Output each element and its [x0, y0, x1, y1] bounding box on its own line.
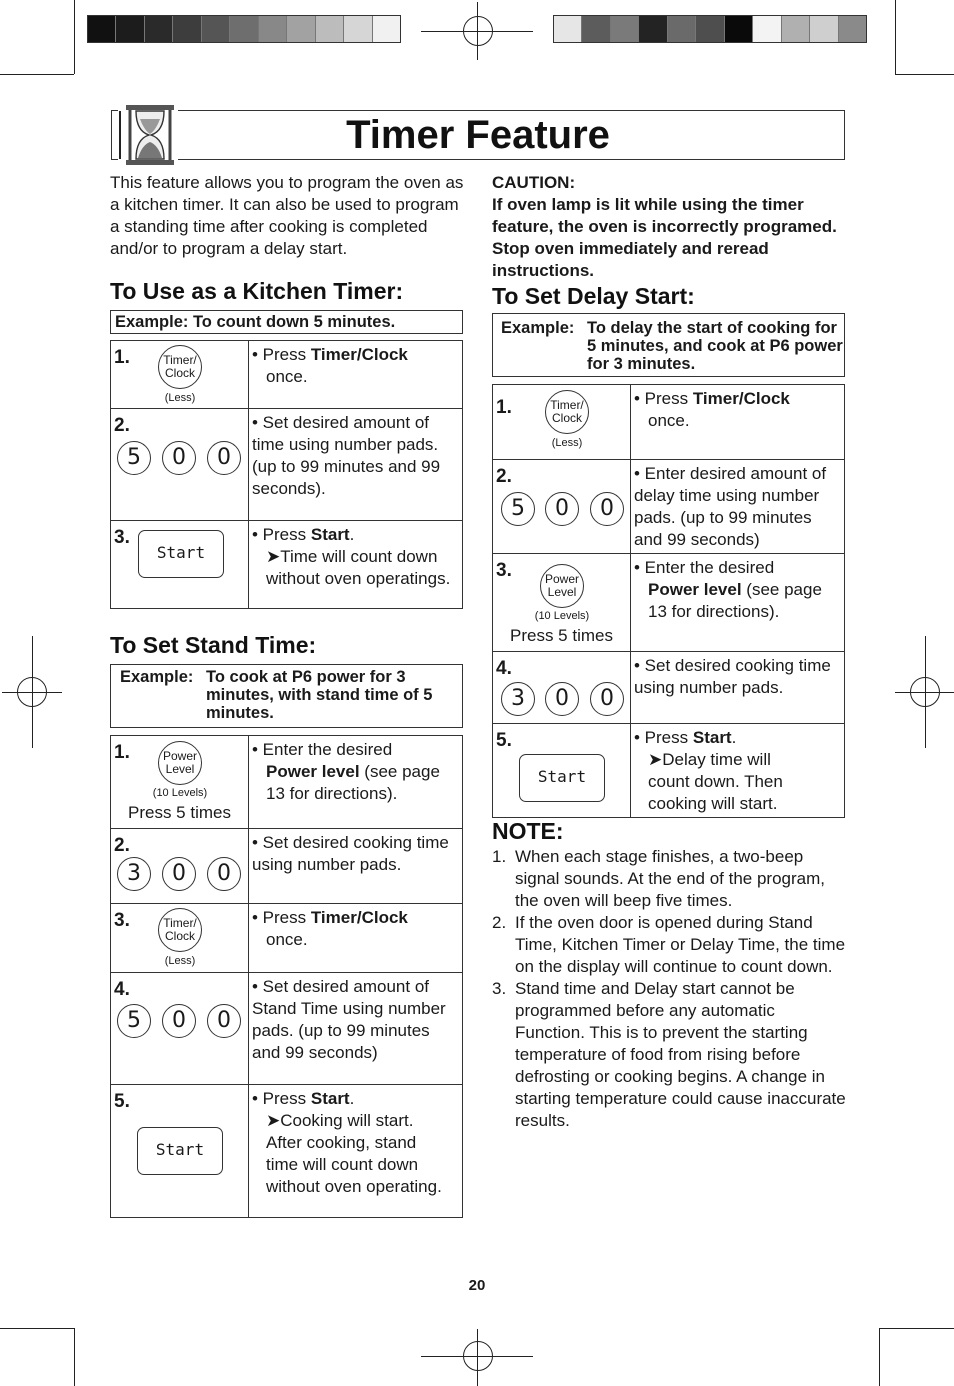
- color-swatch: [287, 16, 315, 42]
- levels-label: (10 Levels): [152, 787, 208, 799]
- number-pad-5[interactable]: 5: [117, 1004, 151, 1038]
- timer-clock-button[interactable]: Timer/ Clock: [158, 908, 202, 952]
- table-row: 2. 5 0 0 • Set desired amount of time using number pads. (up to 99 minutes and 99 seconds).: [111, 409, 463, 521]
- press-times-label: Press 5 times: [510, 626, 613, 645]
- press-times-label: Press 5 times: [128, 803, 231, 822]
- table-row: 5. Start • Press Start. ➤Delay time will count down. Then cooking will start.: [493, 724, 845, 818]
- color-swatch: [259, 16, 287, 42]
- start-button[interactable]: Start: [137, 1127, 223, 1175]
- color-bar-right: [553, 15, 867, 43]
- page-number: 20: [468, 1277, 486, 1294]
- color-swatch: [316, 16, 344, 42]
- note-list: [492, 846, 847, 1132]
- color-swatch: [173, 16, 201, 42]
- number-pad-0[interactable]: 0: [590, 682, 624, 716]
- table-row: 4. 5 0 0 • Set desired amount of Stand Time using number pads. (up to 99 minutes and 99 seconds): [111, 973, 463, 1085]
- list-item: 3. Stand time and Delay start cannot be programmed before any automatic Function. This is to prevent the starting temperature of food from rising before defrosting or cooking begins. A change in starting temperature could cause inaccurate results.: [492, 979, 846, 1130]
- number-pad-0[interactable]: 0: [162, 857, 196, 891]
- stand-time-heading: To Set Stand Time:: [110, 632, 317, 658]
- step-description: • Enter desired amount of delay time using number pads. (up to 99 minutes and 99 seconds): [631, 460, 845, 554]
- table-row: 2. 3 0 0 • Set desired cooking time using number pads.: [111, 829, 463, 904]
- step-description: • Set desired cooking time using number pads.: [631, 652, 845, 724]
- step-description: • Press Start. ➤Delay time will count down. Then cooking will start.: [631, 724, 845, 818]
- number-pad-0[interactable]: 0: [162, 441, 196, 475]
- color-swatch: [202, 16, 230, 42]
- less-label: (Less): [164, 392, 196, 404]
- less-label: (Less): [551, 437, 583, 449]
- step-description: • Press Timer/Clock once.: [249, 341, 463, 409]
- step-description: • Set desired amount of time using number pads. (up to 99 minutes and 99 seconds).: [249, 409, 463, 521]
- number-pad-0[interactable]: 0: [207, 441, 241, 475]
- color-swatch: [116, 16, 144, 42]
- stand-example: Example: To cook at P6 power for 3 minutes, with stand time of 5 minutes.: [110, 664, 463, 728]
- timer-clock-button[interactable]: Timer/ Clock: [158, 345, 202, 389]
- color-swatch: [611, 16, 639, 42]
- color-swatch: [839, 16, 866, 42]
- caution-text: If oven lamp is lit while using the timer feature, the oven is incorrectly programed. Stop oven immediately and reread instructions.: [492, 195, 837, 280]
- color-swatch: [696, 16, 724, 42]
- table-row: 2. 5 0 0 • Enter desired amount of delay time using number pads. (up to 99 minutes and 99 seconds): [493, 460, 845, 554]
- step-description: • Set desired cooking time using number pads.: [249, 829, 463, 904]
- number-pad-0[interactable]: 0: [207, 857, 241, 891]
- step-description: • Press Start. ➤Cooking will start. After cooking, stand time will count down without oven operating.: [249, 1085, 463, 1218]
- color-swatch: [373, 16, 400, 42]
- table-row: 3. Power Level (10 Levels) Press 5 times • Enter the desired Power level (see page 13 for directions).: [493, 554, 845, 652]
- number-pad-0[interactable]: 0: [545, 682, 579, 716]
- number-pad-0[interactable]: 0: [545, 492, 579, 526]
- color-swatch: [639, 16, 667, 42]
- step-description: • Set desired amount of Stand Time using number pads. (up to 99 minutes and 99 seconds): [249, 973, 463, 1085]
- color-swatch: [88, 16, 116, 42]
- number-pad-5[interactable]: 5: [501, 492, 535, 526]
- kitchen-timer-heading: To Use as a Kitchen Timer:: [110, 278, 404, 304]
- color-swatch: [582, 16, 610, 42]
- power-level-button[interactable]: Power Level: [540, 564, 584, 608]
- table-row: 1. Timer/ Clock (Less) • Press Timer/Clock once.: [493, 385, 845, 460]
- color-swatch: [230, 16, 258, 42]
- color-swatch: [344, 16, 372, 42]
- list-item: 2. If the oven door is opened during Stand Time, Kitchen Timer or Delay Time, the time on the display will continue to count down.: [492, 913, 846, 976]
- color-swatch: [753, 16, 781, 42]
- less-label: (Less): [164, 955, 196, 967]
- levels-label: (10 Levels): [534, 610, 590, 622]
- delay-steps-table: [492, 384, 845, 818]
- step-description: • Enter the desired Power level (see page 13 for directions).: [631, 554, 845, 652]
- delay-start-heading: To Set Delay Start:: [492, 283, 695, 309]
- color-swatch: [810, 16, 838, 42]
- timer-clock-button[interactable]: Timer/ Clock: [545, 390, 589, 434]
- color-swatch: [145, 16, 173, 42]
- step-description: • Press Timer/Clock once.: [631, 385, 845, 460]
- list-item: 1. When each stage finishes, a two-beep signal sounds. At the end of the program, the oven will beep five times.: [492, 847, 825, 910]
- stand-steps-table: [110, 735, 463, 1218]
- intro-text: This feature allows you to program the oven as a kitchen timer. It can also be used to program a standing time after cooking is completed and/or to program a delay start.: [110, 173, 464, 258]
- delay-example: Example: To delay the start of cooking for 5 minutes, and cook at P6 power for 3 minutes.: [492, 313, 845, 377]
- number-pad-0[interactable]: 0: [207, 1004, 241, 1038]
- caution-heading: CAUTION:: [492, 173, 576, 192]
- number-pad-3[interactable]: 3: [501, 682, 535, 716]
- caution-block: [492, 172, 842, 282]
- color-swatch: [554, 16, 582, 42]
- step-description: • Press Start. ➤Time will count down without oven operatings.: [249, 521, 463, 609]
- start-button[interactable]: Start: [138, 530, 224, 578]
- step-description: • Enter the desired Power level (see page 13 for directions).: [249, 736, 463, 829]
- note-heading: NOTE:: [492, 818, 564, 844]
- color-swatch: [725, 16, 753, 42]
- table-row: 3. Start • Press Start. ➤Time will count down without oven operatings.: [111, 521, 463, 609]
- number-pad-0[interactable]: 0: [590, 492, 624, 526]
- page-title: Timer Feature: [346, 113, 610, 157]
- start-button[interactable]: Start: [519, 754, 605, 802]
- table-row: 5. Start • Press Start. ➤Cooking will start. After cooking, stand time will count down without oven operating.: [111, 1085, 463, 1218]
- table-row: 1. Timer/ Clock (Less) • Press Timer/Clock once.: [111, 341, 463, 409]
- table-row: 4. 3 0 0 • Set desired cooking time using number pads.: [493, 652, 845, 724]
- number-pad-5[interactable]: 5: [117, 441, 151, 475]
- color-swatch: [668, 16, 696, 42]
- table-row: 1. Power Level (10 Levels) Press 5 times • Enter the desired Power level (see page 13 for directions).: [111, 736, 463, 829]
- number-pad-0[interactable]: 0: [162, 1004, 196, 1038]
- kitchen-steps-table: [110, 340, 463, 609]
- table-row: 3. Timer/ Clock (Less) • Press Timer/Clock once.: [111, 904, 463, 973]
- power-level-button[interactable]: Power Level: [158, 741, 202, 785]
- color-bar-left: [87, 15, 401, 43]
- color-swatch: [782, 16, 810, 42]
- step-description: • Press Timer/Clock once.: [249, 904, 463, 973]
- kitchen-example: Example: To count down 5 minutes.: [110, 310, 463, 334]
- number-pad-3[interactable]: 3: [117, 857, 151, 891]
